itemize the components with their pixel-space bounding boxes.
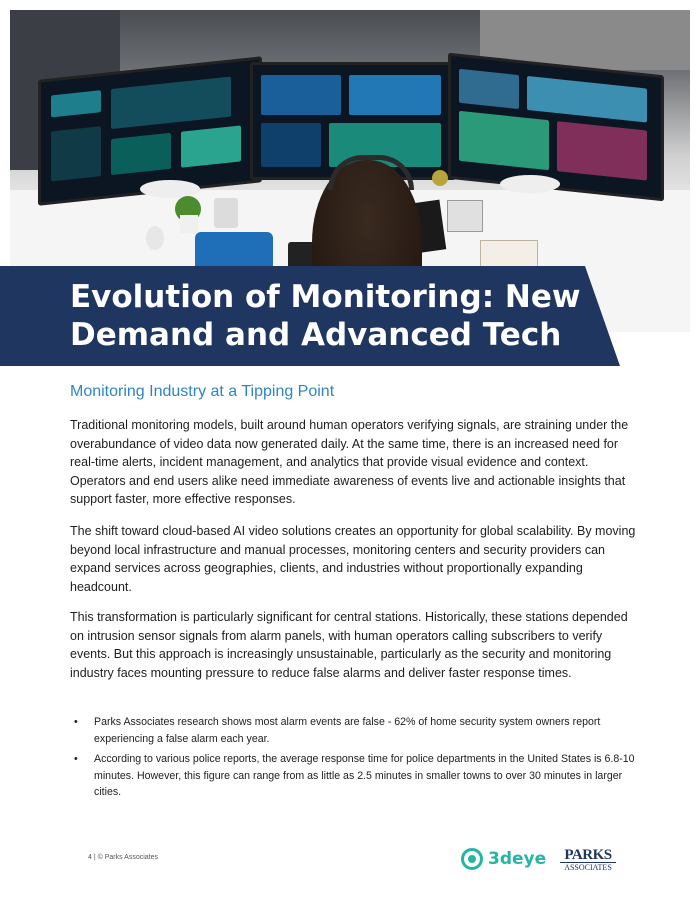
paragraph: The shift toward cloud-based AI video solutions creates an opportunity for global scalability. By moving beyond local infrastructure and manual processes, monitoring centers and security providers can expand services across geographies, clients, and industries without proportionally expanding headcount. bbox=[70, 524, 636, 594]
bullet-text: According to various police reports, the average response time for police departments in the United States is 6.8-10 minutes. However, this figure can range from as little as 2.5 minutes in smaller towns to over 30 minutes in larger cities. bbox=[94, 753, 635, 798]
monitor-stand bbox=[500, 175, 560, 193]
paragraph: Traditional monitoring models, built around human operators verifying signals, are straining under the overabundance of video data now generated daily. At the same time, there is an increased need for real-time alerts, incident management, and analytics that provide visual evidence and context. Operators and end users alike need immediate awareness of events live and actionable insights that support faster, more effective responses. bbox=[70, 418, 629, 506]
bullet-icon: • bbox=[74, 753, 78, 765]
monitor-stand bbox=[140, 180, 200, 198]
section-heading: Monitoring Industry at a Tipping Point bbox=[70, 383, 335, 400]
eye-icon bbox=[461, 848, 483, 870]
bullet-list bbox=[70, 714, 642, 805]
bullet-text: Parks Associates research shows most alarm events are false - 62% of home security system owners report experiencing a false alarm each year. bbox=[94, 716, 601, 745]
parks-associates-logo bbox=[560, 848, 616, 872]
computer-mouse bbox=[146, 226, 164, 250]
parks-logo-line1: PARKS bbox=[564, 847, 612, 863]
page-title: Evolution of Monitoring: New Demand and Advanced Tech bbox=[70, 279, 581, 353]
3deye-logo bbox=[461, 846, 546, 872]
bullet-icon: • bbox=[74, 716, 78, 728]
plant-pot bbox=[180, 215, 198, 233]
page-footer: 4 | © Parks Associates bbox=[88, 854, 159, 861]
bullet-item bbox=[70, 751, 642, 801]
calculator bbox=[447, 200, 483, 232]
bullet-item bbox=[70, 714, 642, 747]
3deye-logo-text: 3deye bbox=[488, 849, 547, 869]
stress-ball bbox=[432, 170, 448, 186]
pen-holder bbox=[214, 198, 238, 228]
paragraph: This transformation is particularly significant for central stations. Historically, these stations depended on intrusion sensor signals from alarm panels, with human operators calling subscribers to verify events. But this approach is increasingly unsustainable, particularly as the security and monitoring industry faces mounting pressure to reduce false alarms and deliver faster response times. bbox=[70, 610, 628, 680]
parks-logo-line2: ASSOCIATES bbox=[560, 862, 616, 872]
